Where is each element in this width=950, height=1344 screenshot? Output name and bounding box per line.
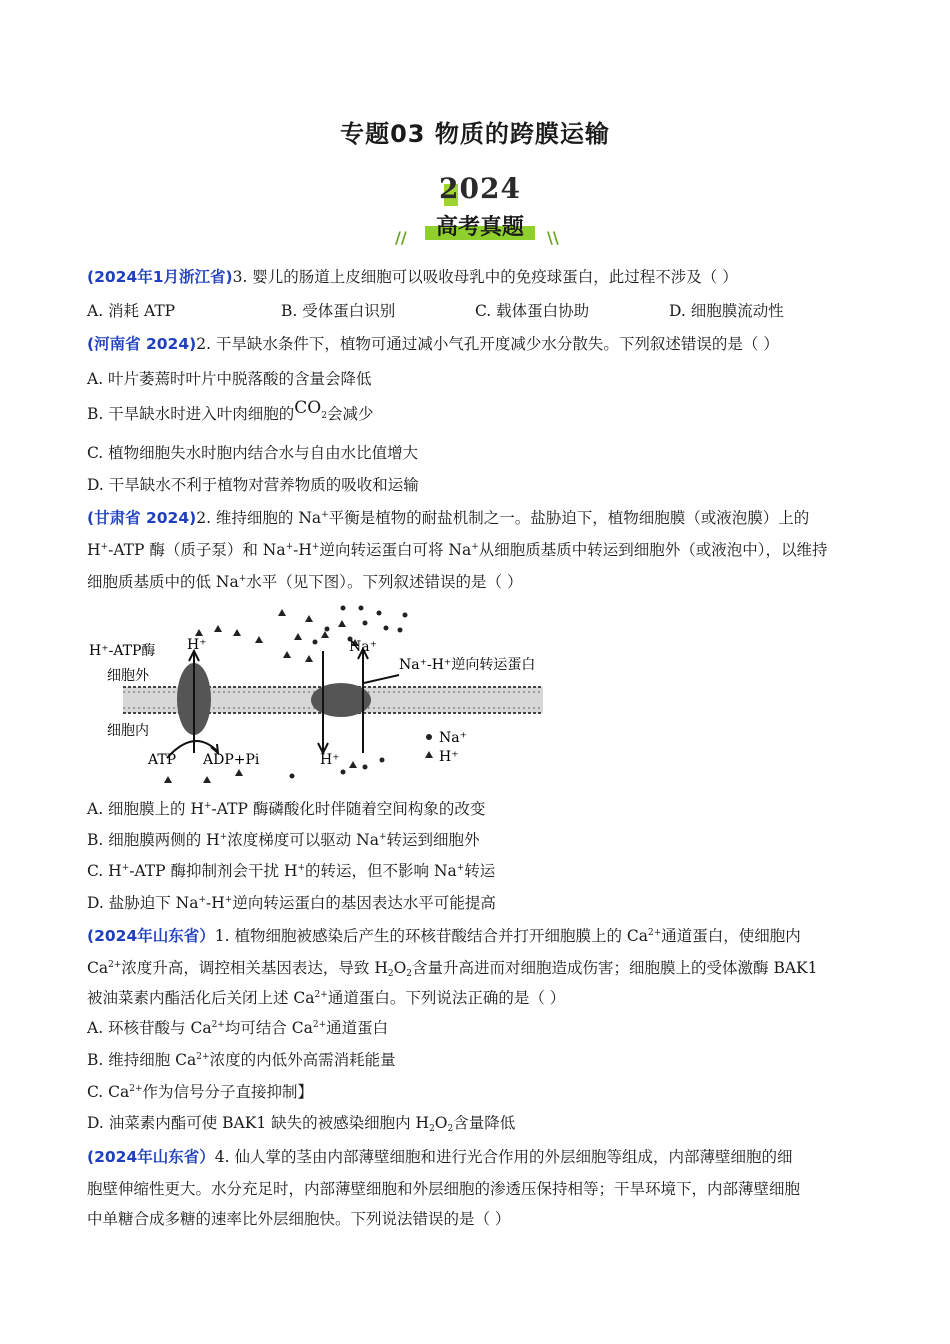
superscript: + <box>311 542 320 552</box>
superscript: + <box>224 895 233 905</box>
q3-stem-part: 水平（见下图）。下列叙述错误的是（ ） <box>246 573 523 591</box>
q4-option-text: C. Ca <box>87 1083 130 1101</box>
q3-stem-line-1 <box>87 507 860 529</box>
q2-option-a: A. 叶片萎蔫时叶片中脱落酸的含量会降低 <box>87 370 372 388</box>
q4-stem-part: 含量升高进而对细胞造成伤害；细胞膜上的受体激酶 BAK1 <box>412 959 818 977</box>
page-title: 专题03 物质的跨膜运输 <box>340 120 610 148</box>
q4-source: (2024年山东省） <box>87 927 215 945</box>
subscript: 2 <box>406 969 413 979</box>
q3-stem-part: -ATP 酶（质子泵）和 Na <box>108 541 286 559</box>
q1-option-b: B. 受体蛋白识别 <box>281 302 396 320</box>
q4-option-text: A. 环核苷酸与 Ca <box>87 1019 212 1037</box>
q4-stem-part: 浓度升高，调控相关基因表达，导致 H <box>121 959 388 977</box>
q2-stem-line <box>87 333 860 355</box>
superscript: 2+ <box>312 1020 327 1030</box>
ions-inside <box>164 758 385 784</box>
q3-option-text: 转运到细胞外 <box>386 831 480 849</box>
membrane-transport-diagram <box>87 603 567 789</box>
superscript: + <box>204 801 212 811</box>
q4-option-text: O <box>434 1114 448 1132</box>
q5-stem-line-2: 胞壁伸缩性更大。水分充足时，内部薄壁细胞和外层细胞的渗透压保持相等；干旱环境下，内部薄壁细胞 <box>87 1180 801 1198</box>
atpase-label: H⁺-ATP酶 <box>89 643 156 659</box>
q4-option-text: 作为信号分子直接抑制】 <box>142 1083 314 1101</box>
legend-h-label: H⁺ <box>439 749 459 765</box>
q3-option-text: -ATP 酶抑制剂会干扰 H <box>129 862 298 880</box>
superscript: 2+ <box>129 1084 143 1094</box>
q2-stem: 2. 干旱缺水条件下，植物可通过减小气孔开度减少水分散失。下列叙述错误的是（ ） <box>196 335 779 353</box>
h-ion-triangles-outside <box>195 609 359 662</box>
q4-stem-part: 通道蛋白，使细胞内 <box>661 927 801 945</box>
legend-na-dot <box>426 734 432 740</box>
superscript: + <box>198 895 207 905</box>
q3-source: (甘肃省 2024) <box>87 509 197 527</box>
h-bottom-label: H⁺ <box>320 752 340 768</box>
na-top-label: Na⁺ <box>349 639 377 655</box>
q4-option-text: 均可结合 Ca <box>224 1019 313 1037</box>
q4-stem-line-2 <box>87 957 860 979</box>
q4-stem-part: O <box>393 959 407 977</box>
q3-option-text: -ATP 酶磷酸化时伴随着空间构象的改变 <box>211 800 486 818</box>
q3-option-text: D. 盐胁迫下 Na <box>87 894 199 912</box>
q3-stem-part: 逆向转运蛋白可将 Na <box>319 541 472 559</box>
banner-year: 2024 <box>439 172 521 205</box>
superscript: + <box>100 542 109 552</box>
q4-stem-part: 通道蛋白。下列说法正确的是（ ） <box>327 989 566 1007</box>
q3-stem-part: 从细胞质基质中转运到细胞外（或液泡中），以维持 <box>478 541 828 559</box>
superscript: 2+ <box>196 1052 210 1062</box>
banner-band <box>415 210 545 242</box>
q4-option-text: B. 维持细胞 Ca <box>87 1051 197 1069</box>
q3-option-d <box>87 892 860 914</box>
q4-option-text: 浓度的内低外高需消耗能量 <box>209 1051 396 1069</box>
q5-source: (2024年山东省） <box>87 1148 215 1166</box>
q4-stem-part: 被油菜素内酯活化后关闭上述 Ca <box>87 989 315 1007</box>
year-banner <box>395 170 565 250</box>
q3-option-a <box>87 798 860 820</box>
q3-option-text: 浓度梯度可以驱动 Na <box>227 831 379 849</box>
q4-option-text: 通道蛋白 <box>326 1019 389 1037</box>
q3-option-b <box>87 829 860 851</box>
q3-stem-part: 细胞质基质中的低 Na <box>87 573 239 591</box>
q4-option-c <box>87 1081 860 1103</box>
q3-option-c <box>87 860 860 882</box>
q3-stem-line-2 <box>87 539 860 561</box>
q3-stem-line-3 <box>87 571 860 593</box>
superscript: + <box>285 542 294 552</box>
q1-option-d: D. 细胞膜流动性 <box>669 302 784 320</box>
superscript: 2+ <box>314 990 328 1000</box>
banner-text: 高考真题 <box>435 215 524 240</box>
antiporter-label: Na⁺-H⁺逆向转运蛋白 <box>399 657 536 673</box>
subscript: 2 <box>429 1124 435 1134</box>
q3-option-text: 的转运，但不影响 Na <box>305 862 457 880</box>
superscript: + <box>456 863 465 873</box>
q4-option-text: D. 油菜素内酯可使 BAK1 缺失的被感染细胞内 H <box>87 1114 430 1132</box>
adp-label: ADP+Pi <box>203 752 260 768</box>
co2-formula: CO <box>294 398 322 418</box>
q3-option-text: B. 细胞膜两侧的 H <box>87 831 220 849</box>
subscript: 2 <box>447 1124 454 1134</box>
co2-subscript: 2 <box>321 411 327 421</box>
legend-h-triangle <box>425 751 433 758</box>
q1-source: (2024年1月浙江省) <box>87 268 233 286</box>
q4-stem-line-3 <box>87 987 860 1009</box>
subscript: 2 <box>387 969 394 979</box>
superscript: + <box>471 542 479 552</box>
q3-option-text: 转运 <box>464 862 496 880</box>
q3-option-text: -H <box>206 894 225 912</box>
superscript: + <box>238 574 247 584</box>
q2-option-b-tail: 会减少 <box>326 405 374 423</box>
q2-option-b <box>87 398 860 425</box>
q4-stem-part: 1. 植物细胞被感染后产生的环核苷酸结合并打开细胞膜上的 Ca <box>214 927 648 945</box>
q1-stem: 3. 婴儿的肠道上皮细胞可以吸收母乳中的免疫球蛋白，此过程不涉及（ ） <box>232 268 738 286</box>
legend-na-label: Na⁺ <box>439 730 467 746</box>
q3-stem-part: H <box>87 541 101 559</box>
q3-option-text: C. H <box>87 862 122 880</box>
atp-label: ATP <box>148 752 177 768</box>
q4-option-d <box>87 1112 860 1134</box>
inside-label: 细胞内 <box>107 723 149 739</box>
q3-stem-part: 2. 维持细胞的 Na <box>196 509 322 527</box>
q4-option-a <box>87 1017 860 1039</box>
banner-slash-left: // <box>395 228 407 247</box>
q5-stem-line-3: 中单糖合成多糖的速率比外层细胞快。下列说法错误的是（ ） <box>87 1210 511 1228</box>
q3-option-text: 逆向转运蛋白的基因表达水平可能提高 <box>232 894 496 912</box>
q1-option-a: A. 消耗 ATP <box>87 302 176 320</box>
superscript: + <box>219 832 228 842</box>
superscript: + <box>378 832 387 842</box>
banner-slash-right: \\ <box>547 228 559 247</box>
q2-source: (河南省 2024) <box>87 335 197 353</box>
superscript: 2+ <box>647 928 662 938</box>
q2-option-b-text: B. 干旱缺水时进入叶肉细胞的 <box>87 405 295 423</box>
q4-option-text: 含量降低 <box>453 1114 516 1132</box>
superscript: + <box>297 863 306 873</box>
q1-option-c: C. 载体蛋白协助 <box>475 302 590 320</box>
q3-stem-part: -H <box>293 541 312 559</box>
q1-stem-line <box>87 266 860 288</box>
q4-option-b <box>87 1049 860 1071</box>
q3-stem-part: 平衡是植物的耐盐机制之一。盐胁迫下，植物细胞膜（或液泡膜）上的 <box>328 509 810 527</box>
q3-option-text: A. 细胞膜上的 H <box>87 800 204 818</box>
q5-stem-part: 4. 仙人掌的茎由内部薄壁细胞和进行光合作用的外层细胞等组成，内部薄壁细胞的细 <box>214 1148 793 1166</box>
q4-stem-line-1 <box>87 925 860 947</box>
superscript: + <box>321 510 329 520</box>
superscript: + <box>121 863 130 873</box>
q2-option-d: D. 干旱缺水不利于植物对营养物质的吸收和运输 <box>87 476 419 494</box>
superscript: 2+ <box>211 1020 225 1030</box>
q5-stem-line-1 <box>87 1146 860 1168</box>
q2-option-c: C. 植物细胞失水时胞内结合水与自由水比值增大 <box>87 444 419 462</box>
superscript: 2+ <box>108 960 122 970</box>
q4-stem-part: Ca <box>87 959 109 977</box>
outside-label: 细胞外 <box>107 668 149 684</box>
h-top-label: H⁺ <box>187 637 207 653</box>
